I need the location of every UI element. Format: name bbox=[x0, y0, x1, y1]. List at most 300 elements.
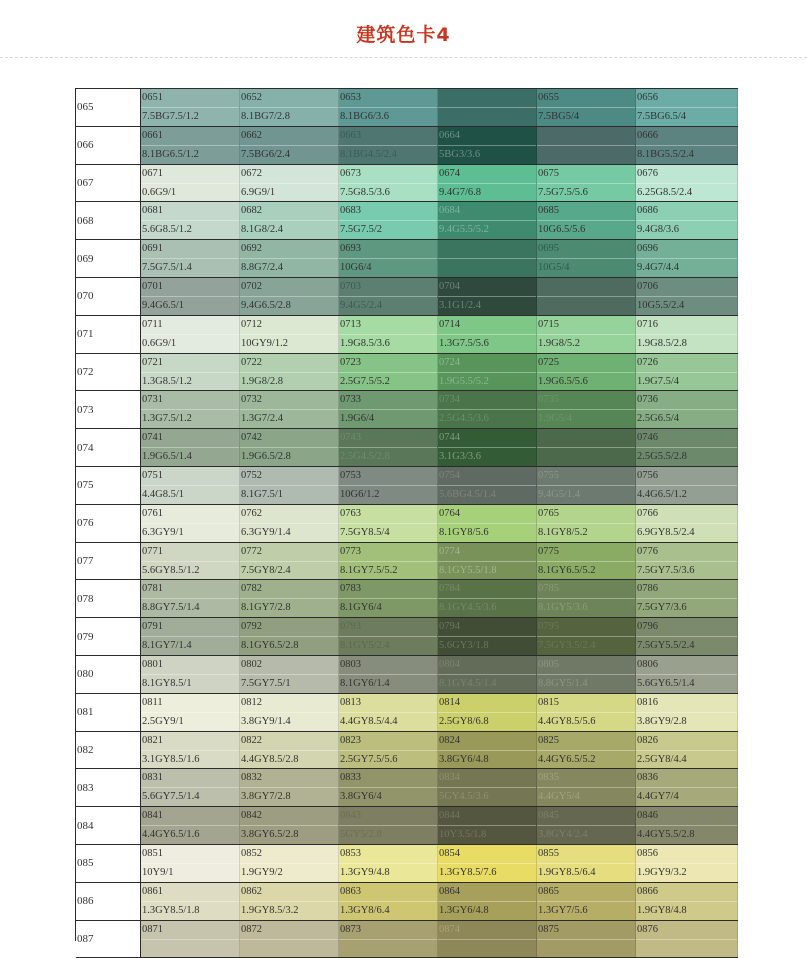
swatch-divider bbox=[438, 145, 536, 146]
color-swatch bbox=[537, 883, 636, 920]
swatch-divider bbox=[537, 712, 635, 713]
swatch-munsell-value: 6.9GY8.5/2.4 bbox=[637, 526, 695, 538]
color-swatch bbox=[438, 278, 537, 315]
swatch-divider bbox=[438, 447, 536, 448]
swatch-divider bbox=[537, 372, 635, 373]
color-swatch bbox=[141, 165, 240, 202]
color-swatch bbox=[339, 694, 438, 731]
color-swatch bbox=[636, 883, 738, 920]
swatch-divider bbox=[339, 296, 437, 297]
swatch-code: 0676 bbox=[637, 167, 658, 179]
swatch-munsell-value: 9.4G6.5/1 bbox=[142, 300, 184, 311]
color-swatch bbox=[240, 467, 339, 504]
swatch-munsell-value: 1.9G5/4 bbox=[538, 413, 573, 425]
color-swatch bbox=[438, 89, 537, 126]
swatch-divider bbox=[438, 485, 536, 486]
swatch-divider bbox=[438, 825, 536, 826]
swatch-munsell-value: 7.5GY7.5/1 bbox=[241, 678, 291, 689]
color-swatch bbox=[636, 580, 738, 617]
swatch-munsell-value: 10G6.5/5.6 bbox=[538, 224, 586, 236]
swatch-code: 0696 bbox=[637, 243, 658, 255]
swatch-munsell-value: 5.6GY3/1.8 bbox=[439, 640, 489, 652]
swatch-code: 0811 bbox=[142, 696, 163, 708]
swatch-munsell-value: 7.5GY3.5/2.4 bbox=[538, 640, 596, 652]
swatch-code: 0776 bbox=[637, 545, 658, 557]
color-swatch bbox=[141, 883, 240, 920]
color-swatch bbox=[636, 656, 738, 693]
swatch-code: 0851 bbox=[142, 848, 163, 859]
swatch-divider bbox=[339, 372, 437, 373]
swatch-munsell-value: 9.4G7/4.4 bbox=[637, 262, 679, 274]
color-swatch bbox=[636, 694, 738, 731]
swatch-divider bbox=[636, 901, 737, 902]
color-row bbox=[76, 391, 738, 429]
color-swatch bbox=[636, 732, 738, 769]
swatch-divider bbox=[339, 901, 437, 902]
swatch-munsell-value: 1.3GY8/6.4 bbox=[340, 904, 390, 916]
color-swatch bbox=[339, 845, 438, 882]
row-label: 086 bbox=[76, 883, 141, 920]
color-swatch bbox=[339, 240, 438, 277]
swatch-divider bbox=[141, 372, 239, 373]
color-row bbox=[76, 429, 738, 467]
swatch-divider bbox=[438, 939, 536, 940]
swatch-code: 0812 bbox=[241, 696, 262, 708]
row-label: 074 bbox=[76, 429, 141, 466]
swatch-code: 0653 bbox=[340, 92, 361, 103]
swatch-divider bbox=[636, 183, 737, 184]
color-swatch bbox=[240, 656, 339, 693]
swatch-code: 0711 bbox=[142, 318, 163, 330]
row-label: 077 bbox=[76, 543, 141, 580]
swatch-divider bbox=[240, 409, 338, 410]
swatch-code: 0803 bbox=[340, 659, 361, 670]
row-label: 085 bbox=[76, 845, 141, 882]
color-swatch bbox=[438, 127, 537, 164]
color-swatch bbox=[537, 921, 636, 958]
swatch-divider bbox=[141, 825, 239, 826]
color-swatch bbox=[537, 807, 636, 844]
swatch-munsell-value: 1.3GY8.5/1.8 bbox=[142, 904, 200, 916]
swatch-code: 0875 bbox=[538, 923, 559, 935]
swatch-divider bbox=[141, 447, 239, 448]
swatch-divider bbox=[240, 296, 338, 297]
color-swatch bbox=[636, 769, 738, 806]
swatch-code: 0866 bbox=[637, 885, 658, 897]
swatch-code: 0693 bbox=[340, 243, 361, 255]
color-swatch bbox=[141, 656, 240, 693]
swatch-divider bbox=[339, 145, 437, 146]
swatch-munsell-value: 1.9GY9/3.2 bbox=[637, 867, 687, 878]
color-swatch bbox=[438, 921, 537, 958]
color-swatch bbox=[636, 467, 738, 504]
swatch-munsell-value: 8.1GY5/2.4 bbox=[340, 640, 390, 652]
swatch-code: 0753 bbox=[340, 470, 361, 481]
color-swatch bbox=[339, 543, 438, 580]
color-swatch bbox=[537, 316, 636, 353]
color-swatch bbox=[240, 429, 339, 466]
swatch-munsell-value: 1.9GY8.5/6.4 bbox=[538, 867, 596, 878]
color-swatch bbox=[636, 240, 738, 277]
swatch-divider bbox=[636, 636, 737, 637]
swatch-munsell-value: 7.5G7.5/5.6 bbox=[538, 186, 588, 198]
color-swatch bbox=[438, 165, 537, 202]
swatch-code: 0863 bbox=[340, 885, 361, 897]
swatch-divider bbox=[240, 901, 338, 902]
color-swatch bbox=[240, 732, 339, 769]
swatch-code: 0734 bbox=[439, 394, 460, 406]
color-swatch bbox=[141, 694, 240, 731]
color-swatch bbox=[240, 127, 339, 164]
swatch-divider bbox=[141, 296, 239, 297]
color-swatch bbox=[537, 278, 636, 315]
color-swatch bbox=[537, 467, 636, 504]
color-swatch bbox=[438, 316, 537, 353]
color-swatch bbox=[240, 165, 339, 202]
color-swatch bbox=[636, 845, 738, 882]
row-label: 067 bbox=[76, 165, 141, 202]
swatch-code: 0754 bbox=[439, 470, 460, 481]
color-swatch bbox=[636, 202, 738, 239]
swatch-code: 0793 bbox=[340, 621, 361, 633]
row-label: 069 bbox=[76, 240, 141, 277]
swatch-divider bbox=[339, 939, 437, 940]
swatch-munsell-value: 1.9G6/4 bbox=[340, 413, 375, 425]
swatch-munsell-value: 2.5G7.5/5.2 bbox=[340, 375, 390, 387]
swatch-munsell-value: 1.9G6.5/2.8 bbox=[241, 451, 291, 463]
color-swatch bbox=[636, 278, 738, 315]
swatch-code: 0856 bbox=[637, 848, 658, 859]
color-swatch bbox=[636, 354, 738, 391]
swatch-code: 0845 bbox=[538, 810, 559, 822]
row-label: 073 bbox=[76, 391, 141, 428]
swatch-code: 0685 bbox=[538, 205, 559, 217]
color-row bbox=[76, 202, 738, 240]
swatch-munsell-value: 3.8GY7/2.8 bbox=[241, 791, 291, 803]
swatch-munsell-value: 4.4GY8.5/5.6 bbox=[538, 715, 596, 727]
swatch-munsell-value: 8.1BG4.5/2.4 bbox=[340, 148, 397, 160]
swatch-munsell-value: 5.6GY7.5/1.4 bbox=[142, 791, 200, 803]
color-swatch bbox=[141, 618, 240, 655]
swatch-divider bbox=[438, 107, 536, 108]
swatch-divider bbox=[339, 825, 437, 826]
swatch-munsell-value: 4.4GY7/4 bbox=[637, 791, 679, 803]
swatch-divider bbox=[438, 258, 536, 259]
swatch-divider bbox=[636, 258, 737, 259]
swatch-divider bbox=[537, 409, 635, 410]
swatch-munsell-value: 5BG3/3.6 bbox=[439, 148, 481, 160]
color-swatch bbox=[438, 769, 537, 806]
swatch-divider bbox=[141, 787, 239, 788]
color-swatch bbox=[240, 89, 339, 126]
swatch-munsell-value: 8.1GY4.5/3.6 bbox=[439, 602, 497, 614]
swatch-code: 0861 bbox=[142, 885, 163, 897]
page-title: 建筑色卡4 bbox=[356, 24, 451, 46]
swatch-code: 0834 bbox=[439, 772, 460, 784]
swatch-divider bbox=[438, 787, 536, 788]
swatch-divider bbox=[339, 334, 437, 335]
row-label: 080 bbox=[76, 656, 141, 693]
color-swatch bbox=[339, 127, 438, 164]
swatch-code: 0874 bbox=[439, 923, 460, 935]
swatch-divider bbox=[537, 485, 635, 486]
swatch-divider bbox=[240, 334, 338, 335]
swatch-munsell-value: 5.6BG4.5/1.4 bbox=[439, 489, 496, 500]
color-swatch bbox=[339, 89, 438, 126]
swatch-code: 0755 bbox=[538, 470, 559, 481]
swatch-munsell-value: 8.1GY7/2.8 bbox=[241, 602, 291, 614]
color-row bbox=[76, 240, 738, 278]
swatch-code: 0683 bbox=[340, 205, 361, 217]
swatch-code: 0815 bbox=[538, 696, 559, 708]
color-swatch bbox=[438, 429, 537, 466]
swatch-munsell-value: 3.8GY6/4 bbox=[340, 791, 382, 803]
swatch-code: 0763 bbox=[340, 507, 361, 519]
swatch-code: 0774 bbox=[439, 545, 460, 557]
color-row bbox=[76, 165, 738, 203]
color-swatch bbox=[240, 580, 339, 617]
swatch-code: 0844 bbox=[439, 810, 460, 822]
swatch-munsell-value: 6.3GY9/1 bbox=[142, 526, 184, 538]
swatch-munsell-value: 1.9G8/5.2 bbox=[538, 337, 580, 349]
swatch-divider bbox=[636, 598, 737, 599]
color-swatch bbox=[438, 240, 537, 277]
color-swatch bbox=[537, 656, 636, 693]
swatch-divider bbox=[438, 901, 536, 902]
swatch-code: 0706 bbox=[637, 281, 658, 292]
swatch-munsell-value: 4.4G8.5/1 bbox=[142, 489, 184, 500]
color-row bbox=[76, 694, 738, 732]
swatch-divider bbox=[141, 523, 239, 524]
swatch-divider bbox=[339, 183, 437, 184]
swatch-code: 0831 bbox=[142, 772, 163, 784]
color-swatch bbox=[537, 354, 636, 391]
color-swatch bbox=[636, 543, 738, 580]
swatch-code: 0841 bbox=[142, 810, 163, 822]
swatch-code: 0862 bbox=[241, 885, 262, 897]
swatch-munsell-value: 7.5BG5/4 bbox=[538, 111, 580, 122]
swatch-divider bbox=[240, 372, 338, 373]
color-swatch bbox=[636, 618, 738, 655]
swatch-munsell-value: 10G6/4 bbox=[340, 262, 372, 274]
swatch-code: 0744 bbox=[439, 432, 460, 444]
swatch-munsell-value: 1.9G6.5/1.4 bbox=[142, 451, 192, 463]
swatch-divider bbox=[438, 598, 536, 599]
swatch-munsell-value: 3.8GY4/2.4 bbox=[538, 829, 588, 841]
color-swatch bbox=[537, 505, 636, 542]
swatch-munsell-value: 1.3GY6/4.8 bbox=[439, 904, 489, 916]
color-swatch bbox=[339, 354, 438, 391]
swatch-munsell-value: 7.5GY8.5/4 bbox=[340, 526, 390, 538]
swatch-divider bbox=[240, 485, 338, 486]
swatch-divider bbox=[240, 447, 338, 448]
color-swatch bbox=[537, 769, 636, 806]
swatch-code: 0764 bbox=[439, 507, 460, 519]
swatch-code: 0652 bbox=[241, 92, 262, 103]
color-swatch bbox=[141, 127, 240, 164]
color-swatch bbox=[339, 505, 438, 542]
swatch-divider bbox=[636, 825, 737, 826]
color-swatch bbox=[537, 202, 636, 239]
swatch-code: 0673 bbox=[340, 167, 361, 179]
swatch-munsell-value: 4.4GY5/4 bbox=[538, 791, 580, 803]
swatch-code: 0843 bbox=[340, 810, 361, 822]
swatch-code: 0816 bbox=[637, 696, 658, 708]
color-row bbox=[76, 354, 738, 392]
color-swatch bbox=[636, 807, 738, 844]
color-swatch bbox=[240, 278, 339, 315]
swatch-code: 0782 bbox=[241, 583, 262, 595]
color-swatch bbox=[141, 769, 240, 806]
swatch-munsell-value: 1.9G8.5/2.8 bbox=[637, 337, 687, 349]
swatch-munsell-value: 1.9G8/2.8 bbox=[241, 375, 283, 387]
swatch-divider bbox=[537, 674, 635, 675]
color-swatch bbox=[636, 127, 738, 164]
color-row bbox=[76, 921, 738, 958]
swatch-code: 0761 bbox=[142, 507, 163, 519]
swatch-divider bbox=[438, 674, 536, 675]
swatch-code: 0806 bbox=[637, 659, 658, 670]
swatch-munsell-value: 8.8GY5/1.4 bbox=[538, 678, 588, 689]
color-swatch bbox=[141, 202, 240, 239]
color-swatch bbox=[438, 543, 537, 580]
color-swatch bbox=[636, 165, 738, 202]
swatch-munsell-value: 1.3G7.5/1.2 bbox=[142, 413, 192, 425]
swatch-divider bbox=[240, 863, 338, 864]
swatch-munsell-value: 2.5GY8/4.4 bbox=[637, 753, 687, 765]
color-row bbox=[76, 316, 738, 354]
swatch-code: 0721 bbox=[142, 356, 163, 368]
swatch-divider bbox=[438, 636, 536, 637]
swatch-code: 0852 bbox=[241, 848, 262, 859]
swatch-divider bbox=[240, 825, 338, 826]
swatch-divider bbox=[537, 787, 635, 788]
swatch-code: 0813 bbox=[340, 696, 361, 708]
swatch-code: 0674 bbox=[439, 167, 460, 179]
swatch-munsell-value: 4.4GY6.5/1.6 bbox=[142, 829, 200, 841]
swatch-divider bbox=[537, 296, 635, 297]
swatch-code: 0655 bbox=[538, 92, 559, 103]
title-divider bbox=[0, 57, 807, 58]
swatch-divider bbox=[636, 712, 737, 713]
color-row bbox=[76, 543, 738, 581]
swatch-divider bbox=[537, 107, 635, 108]
swatch-munsell-value: 4.4GY8.5/2.8 bbox=[241, 753, 299, 765]
color-swatch bbox=[438, 618, 537, 655]
swatch-munsell-value: 4.4G6.5/1.2 bbox=[637, 489, 687, 500]
swatch-munsell-value: 5.6GY8.5/1.2 bbox=[142, 564, 200, 576]
color-swatch bbox=[537, 240, 636, 277]
swatch-code: 0775 bbox=[538, 545, 559, 557]
color-swatch bbox=[537, 165, 636, 202]
swatch-munsell-value: 2.5G5.5/2.8 bbox=[637, 451, 687, 463]
color-row bbox=[76, 467, 738, 505]
swatch-divider bbox=[141, 107, 239, 108]
color-swatch bbox=[141, 467, 240, 504]
swatch-divider bbox=[438, 409, 536, 410]
swatch-code: 0794 bbox=[439, 621, 460, 633]
swatch-munsell-value: 6.9G9/1 bbox=[241, 186, 276, 198]
color-swatch bbox=[240, 921, 339, 958]
swatch-divider bbox=[636, 296, 737, 297]
color-swatch bbox=[141, 505, 240, 542]
color-swatch bbox=[636, 391, 738, 428]
swatch-munsell-value: 3.1G3/3.6 bbox=[439, 451, 481, 463]
swatch-divider bbox=[537, 561, 635, 562]
swatch-divider bbox=[636, 220, 737, 221]
swatch-code: 0723 bbox=[340, 356, 361, 368]
swatch-code: 0821 bbox=[142, 734, 163, 746]
swatch-divider bbox=[339, 523, 437, 524]
swatch-divider bbox=[141, 636, 239, 637]
swatch-munsell-value: 7.5BG7.5/1.2 bbox=[142, 111, 199, 122]
swatch-munsell-value: 1.9G6.5/5.6 bbox=[538, 375, 588, 387]
swatch-munsell-value: 8.8G7/2.4 bbox=[241, 262, 283, 274]
swatch-code: 0691 bbox=[142, 243, 163, 255]
color-swatch bbox=[537, 429, 636, 466]
swatch-code: 0846 bbox=[637, 810, 658, 822]
swatch-divider bbox=[339, 712, 437, 713]
swatch-code: 0855 bbox=[538, 848, 559, 859]
swatch-munsell-value: 10Y9/1 bbox=[142, 867, 174, 878]
swatch-munsell-value: 1.9G5.5/5.2 bbox=[439, 375, 489, 387]
swatch-code: 0804 bbox=[439, 659, 460, 670]
color-swatch bbox=[537, 89, 636, 126]
swatch-divider bbox=[141, 712, 239, 713]
color-swatch bbox=[636, 921, 738, 958]
swatch-divider bbox=[141, 183, 239, 184]
swatch-munsell-value: 1.3G8.5/1.2 bbox=[142, 375, 192, 387]
swatch-code: 0702 bbox=[241, 281, 262, 292]
swatch-divider bbox=[438, 372, 536, 373]
swatch-divider bbox=[240, 258, 338, 259]
color-swatch bbox=[240, 618, 339, 655]
swatch-code: 0686 bbox=[637, 205, 658, 217]
swatch-divider bbox=[240, 939, 338, 940]
row-label: 066 bbox=[76, 127, 141, 164]
swatch-munsell-value: 3.1GY8.5/1.6 bbox=[142, 753, 200, 765]
swatch-munsell-value: 9.4G8/3.6 bbox=[637, 224, 679, 236]
swatch-munsell-value: 1.9G8.5/3.6 bbox=[340, 337, 390, 349]
color-swatch bbox=[438, 845, 537, 882]
swatch-divider bbox=[537, 598, 635, 599]
swatch-code: 0842 bbox=[241, 810, 262, 822]
swatch-code: 0746 bbox=[637, 432, 658, 444]
swatch-munsell-value: 3.8GY9/2.8 bbox=[637, 715, 687, 727]
row-label: 075 bbox=[76, 467, 141, 504]
color-swatch bbox=[339, 769, 438, 806]
color-swatch bbox=[141, 278, 240, 315]
swatch-munsell-value: 8.1BG5.5/2.4 bbox=[637, 148, 694, 160]
swatch-munsell-value: 0.6G9/1 bbox=[142, 337, 177, 349]
swatch-divider bbox=[537, 825, 635, 826]
swatch-munsell-value: 10G5.5/2.4 bbox=[637, 300, 685, 311]
swatch-divider bbox=[438, 750, 536, 751]
swatch-code: 0781 bbox=[142, 583, 163, 595]
swatch-divider bbox=[339, 636, 437, 637]
swatch-code: 0725 bbox=[538, 356, 559, 368]
swatch-code: 0713 bbox=[340, 318, 361, 330]
color-swatch bbox=[537, 127, 636, 164]
swatch-code: 0733 bbox=[340, 394, 361, 406]
swatch-divider bbox=[537, 145, 635, 146]
swatch-code: 0822 bbox=[241, 734, 262, 746]
swatch-munsell-value: 8.1G8/2.4 bbox=[241, 224, 283, 236]
swatch-divider bbox=[141, 561, 239, 562]
swatch-divider bbox=[141, 409, 239, 410]
swatch-munsell-value: 9.4G7/6.8 bbox=[439, 186, 481, 198]
swatch-code: 0662 bbox=[241, 129, 262, 141]
